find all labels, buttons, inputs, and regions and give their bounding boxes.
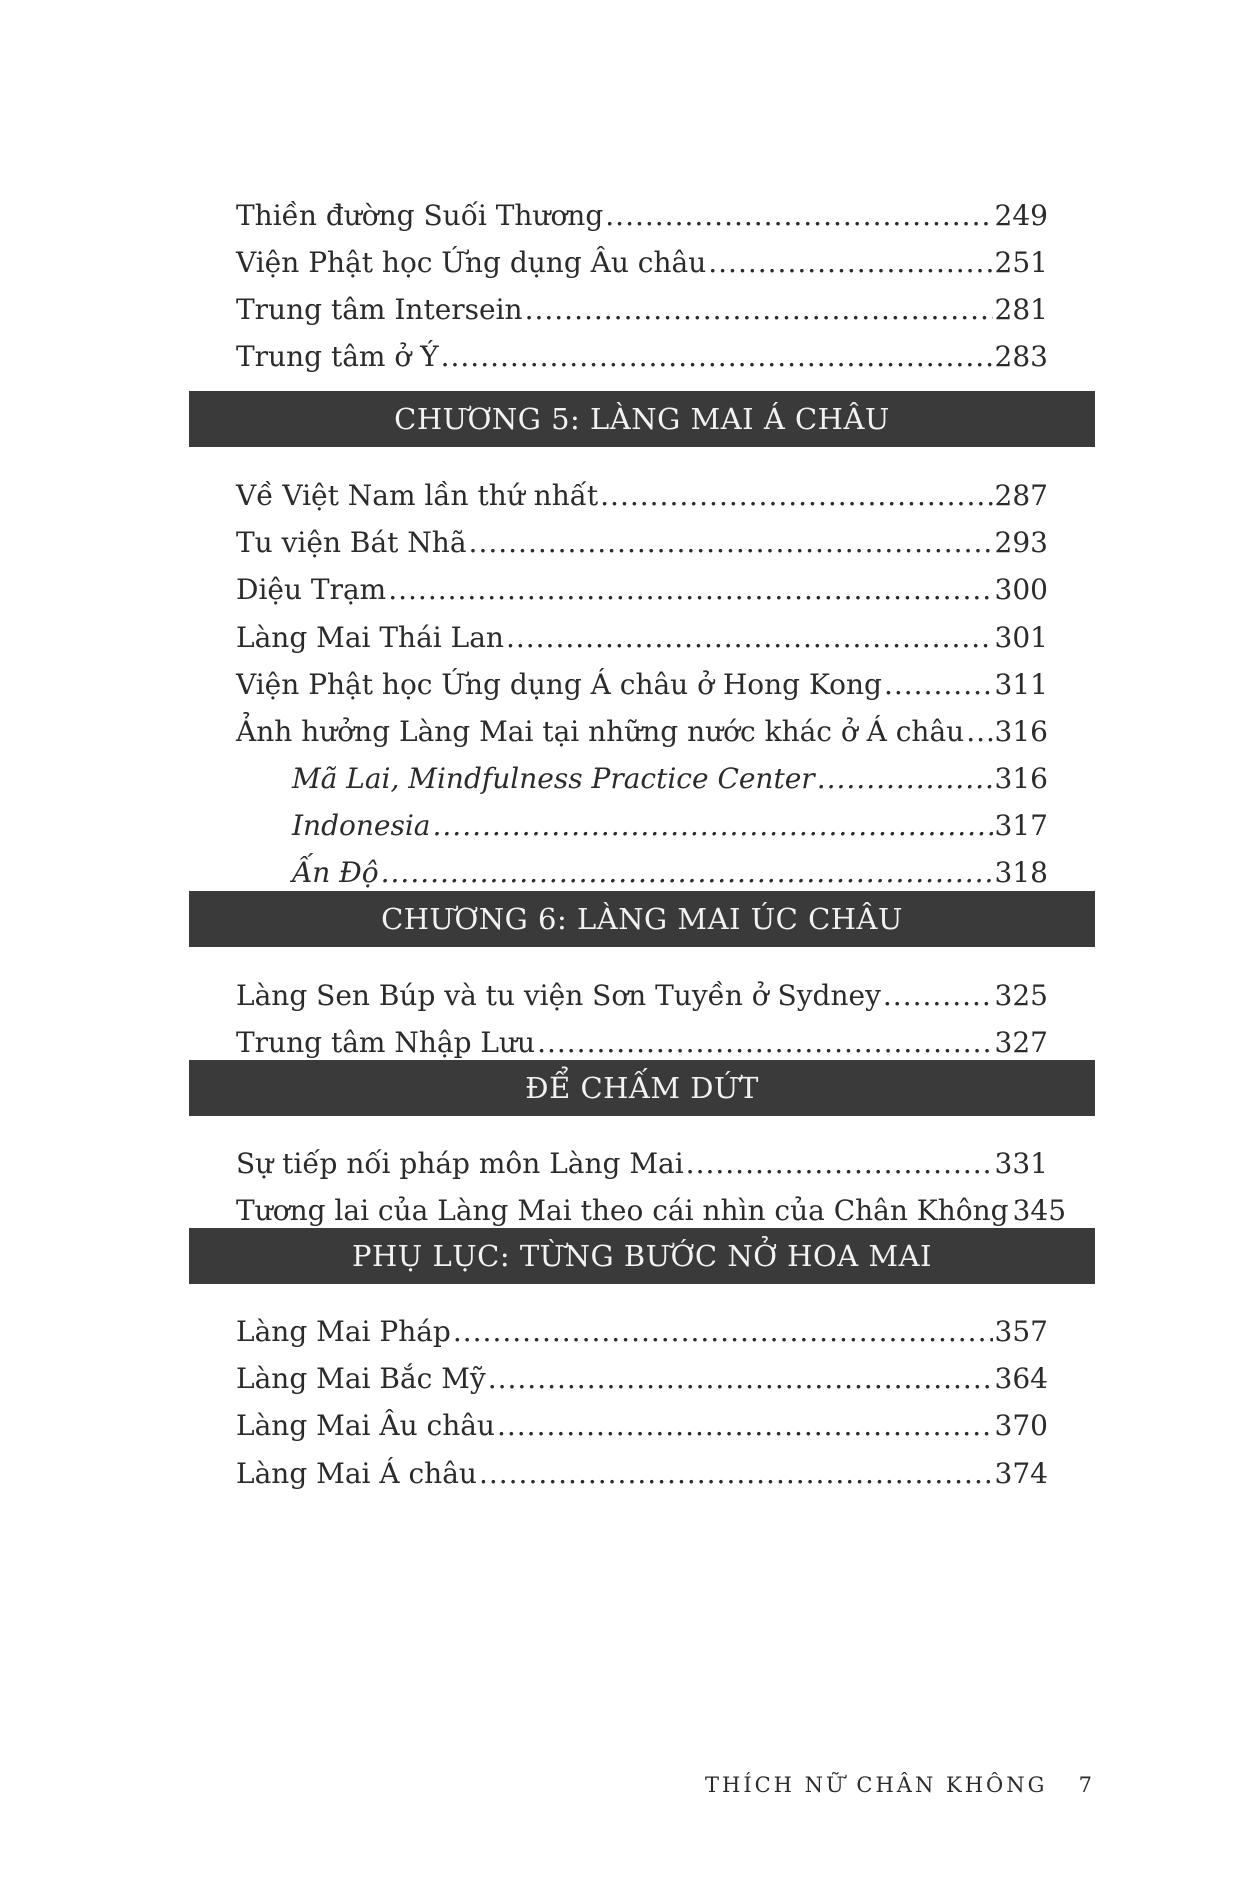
toc-entry-page: 345 <box>1012 1194 1067 1227</box>
toc-entry[interactable] <box>236 1010 1048 1057</box>
toc-entry-page: 374 <box>994 1457 1048 1490</box>
toc-entry-title: Thiền đường Suối Thương <box>236 199 604 232</box>
toc-entry-page: 287 <box>994 479 1048 512</box>
toc-entry-page: 325 <box>994 979 1048 1012</box>
toc-entry-page: 251 <box>994 246 1048 279</box>
dot-leader <box>525 296 993 324</box>
toc-entry-page: 331 <box>994 1147 1048 1180</box>
toc-entry-title: Làng Mai Pháp <box>236 1315 451 1348</box>
dot-leader <box>388 576 992 604</box>
toc-entry[interactable] <box>236 1441 1048 1488</box>
chapter-header: PHỤ LỤC: TỪNG BƯỚC NỞ HOA MAI <box>189 1228 1095 1284</box>
dot-leader <box>506 624 993 652</box>
dot-leader <box>488 1365 993 1393</box>
toc-entry-title: Làng Sen Búp và tu viện Sơn Tuyền ở Sydney <box>236 979 881 1012</box>
dot-leader <box>883 982 993 1010</box>
chapter-header: CHƯƠNG 6: LÀNG MAI ÚC CHÂU <box>189 891 1095 947</box>
toc-entry-title: Viện Phật học Ứng dụng Á châu ở Hong Kong <box>236 668 882 701</box>
chapter-header: CHƯƠNG 5: LÀNG MAI Á CHÂU <box>189 391 1095 447</box>
toc-entry-page: 317 <box>994 809 1048 842</box>
toc-entry[interactable] <box>236 605 1048 652</box>
toc-entry-title: Làng Mai Âu châu <box>236 1409 495 1442</box>
chapter-header: ĐỂ CHẤM DỨT <box>189 1060 1095 1116</box>
toc-entry-title: Làng Mai Bắc Mỹ <box>236 1362 486 1395</box>
dot-leader <box>605 202 992 230</box>
dot-leader <box>441 343 993 371</box>
toc-entry[interactable] <box>236 510 1048 557</box>
toc-entry-title: Làng Mai Á châu <box>236 1457 477 1490</box>
toc-entry-page: 283 <box>994 340 1048 373</box>
dot-leader <box>537 1029 992 1057</box>
dot-leader <box>966 718 992 746</box>
toc-entry[interactable] <box>236 183 1048 230</box>
toc-entry[interactable] <box>236 463 1048 510</box>
toc-entry[interactable] <box>236 1393 1048 1440</box>
toc-entry-page: 301 <box>994 621 1048 654</box>
dot-leader <box>686 1150 993 1178</box>
toc-entry[interactable] <box>236 1131 1048 1178</box>
dot-leader <box>453 1318 993 1346</box>
dot-leader <box>433 812 993 840</box>
toc-entry-page: 281 <box>994 293 1048 326</box>
running-footer-author: THÍCH NỮ CHÂN KHÔNG <box>705 1773 1048 1797</box>
toc-entry[interactable] <box>236 1346 1048 1393</box>
toc-entry-title: Sự tiếp nối pháp môn Làng Mai <box>236 1147 684 1180</box>
toc-entry-title: Diệu Trạm <box>236 573 387 606</box>
page-footer <box>705 1773 1095 1797</box>
toc-subentry[interactable] <box>292 793 1048 840</box>
toc-entry-title: Viện Phật học Ứng dụng Âu châu <box>236 246 707 279</box>
dot-leader <box>497 1412 993 1440</box>
toc-entry[interactable] <box>236 699 1048 746</box>
toc-entry[interactable] <box>236 1299 1048 1346</box>
toc-entry-title: Tu viện Bát Nhã <box>236 526 467 559</box>
toc-entry[interactable] <box>236 230 1048 277</box>
toc-entry-page: 293 <box>994 526 1048 559</box>
dot-leader <box>600 482 992 510</box>
dot-leader <box>479 1460 993 1488</box>
toc-entry-title: Trung tâm ở Ý <box>236 340 439 373</box>
dot-leader <box>381 859 993 887</box>
toc-entry-page: 311 <box>994 668 1048 701</box>
toc-subentry[interactable] <box>292 840 1048 887</box>
toc-entry-page: 318 <box>994 856 1048 889</box>
toc-entry-title: Mã Lai, Mindfulness Practice Center <box>292 762 815 795</box>
page-number: 7 <box>1078 1773 1095 1797</box>
toc-entry-page: 327 <box>994 1026 1048 1059</box>
toc-entry-page: 249 <box>994 199 1048 232</box>
toc-entry-title: Ảnh hưởng Làng Mai tại những nước khác ở Á châu <box>236 715 965 748</box>
toc-entry-page: 316 <box>994 715 1048 748</box>
toc-entry-page: 357 <box>994 1315 1048 1348</box>
dot-leader <box>884 671 993 699</box>
toc-entry-page: 300 <box>994 573 1048 606</box>
toc-entry-page: 370 <box>994 1409 1048 1442</box>
toc-entry[interactable] <box>236 652 1048 699</box>
toc-entry-page: 316 <box>994 762 1048 795</box>
toc-entry-title: Tương lai của Làng Mai theo cái nhìn của Chân Không <box>236 1194 1009 1227</box>
toc-entry-page: 364 <box>994 1362 1048 1395</box>
toc-entry-title: Về Việt Nam lần thứ nhất <box>236 479 599 512</box>
toc-entry-title: Làng Mai Thái Lan <box>236 621 504 654</box>
toc-entry[interactable] <box>236 963 1048 1010</box>
toc-entry[interactable] <box>236 324 1048 371</box>
toc-entry[interactable] <box>236 557 1048 604</box>
dot-leader <box>817 765 993 793</box>
toc-subentry[interactable] <box>292 746 1048 793</box>
toc-entry-title: Ấn Độ <box>292 856 379 889</box>
toc-entry-title: Trung tâm Intersein <box>236 293 523 326</box>
toc-entry[interactable] <box>236 277 1048 324</box>
dot-leader <box>708 249 992 277</box>
dot-leader <box>469 529 993 557</box>
toc-entry-title: Indonesia <box>292 809 431 842</box>
toc-entry[interactable] <box>236 1178 1067 1227</box>
toc-entry-title: Trung tâm Nhập Lưu <box>236 1026 536 1059</box>
